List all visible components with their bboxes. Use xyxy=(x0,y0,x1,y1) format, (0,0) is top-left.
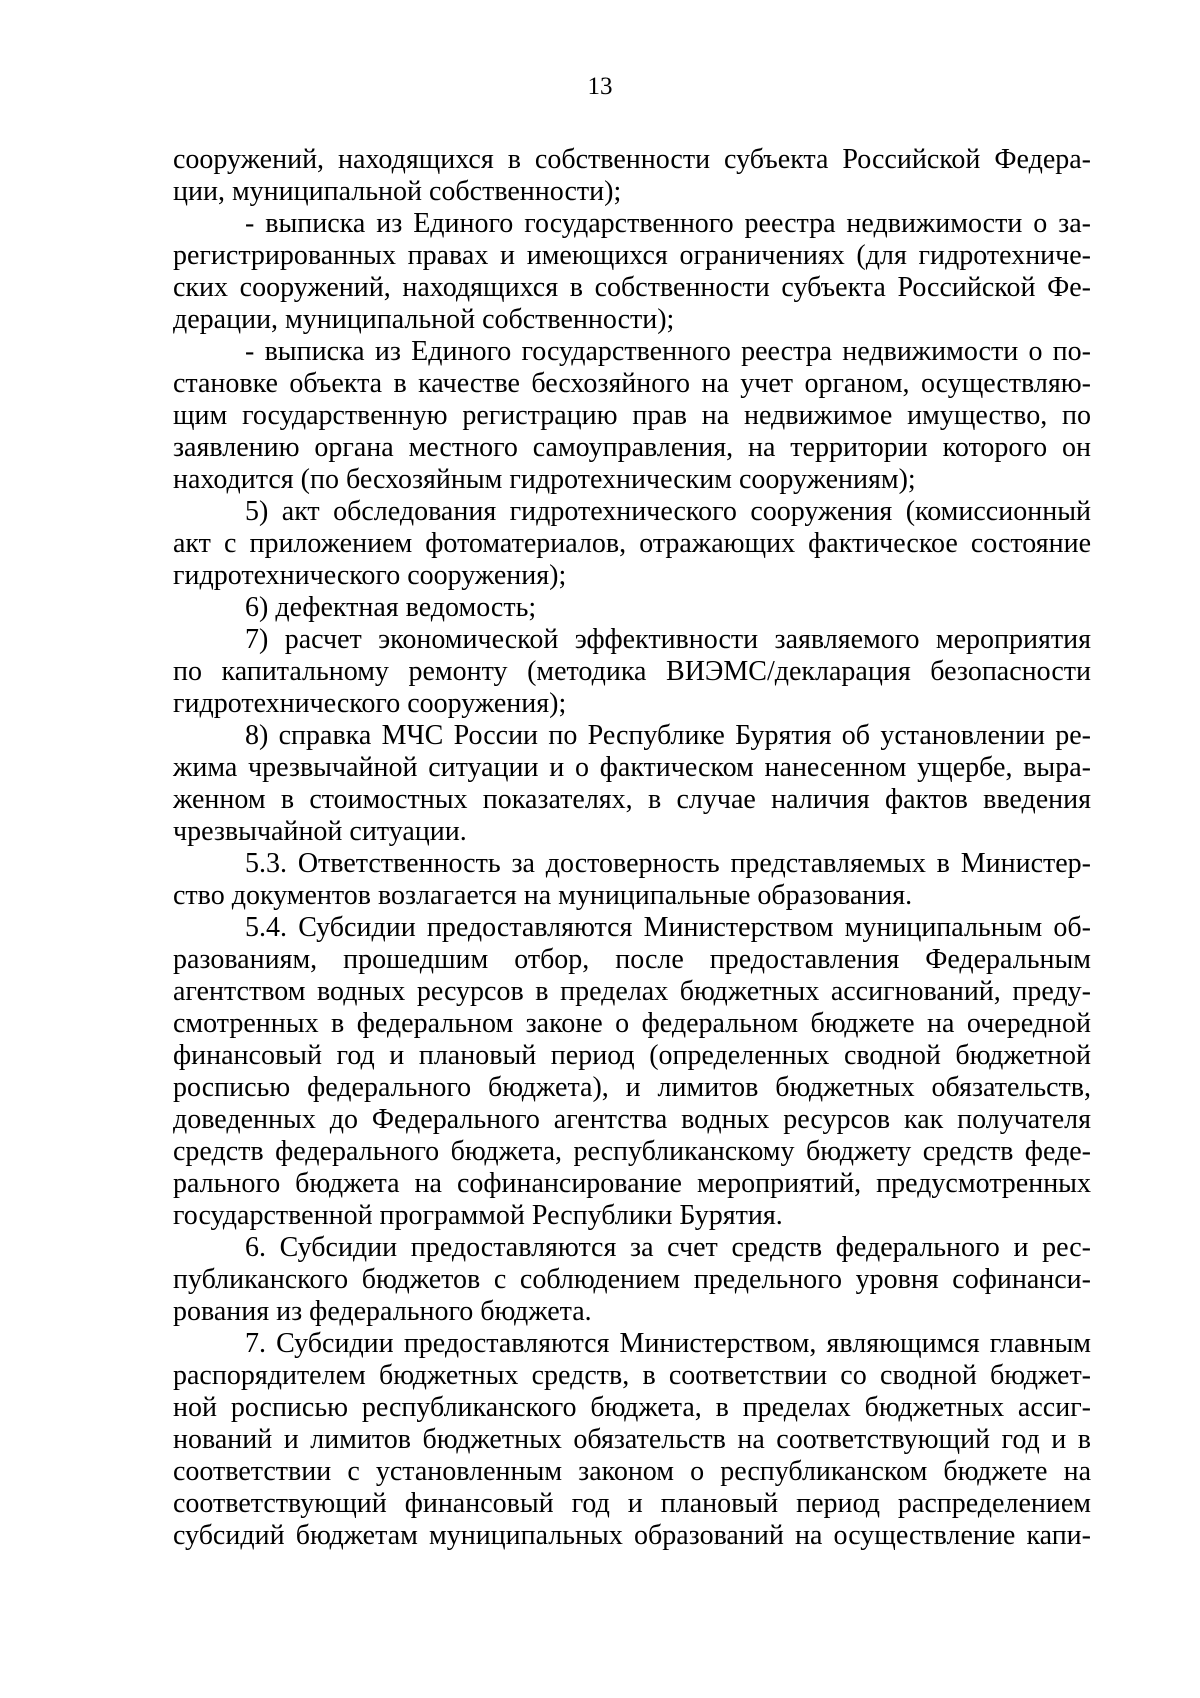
text-line: разованиям, прошедшим отбор, после предоставления Федеральным xyxy=(173,944,1091,975)
text-line: акт с приложением фотоматериалов, отражающих фактическое состояние xyxy=(173,528,1091,559)
text-line: гидротехнического сооружения); xyxy=(173,688,567,719)
text-line: ции, муниципальной собственности); xyxy=(173,176,622,207)
text-line: соответствующий финансовый год и плановый период распределением xyxy=(173,1488,1091,1519)
text-line: - выписка из Единого государственного реестра недвижимости о по- xyxy=(245,336,1091,367)
text-line: 6. Субсидии предоставляются за счет средств федерального и рес- xyxy=(245,1232,1091,1263)
text-line: средств федерального бюджета, республиканскому бюджету средств феде- xyxy=(173,1136,1091,1167)
text-line: ство документов возлагается на муниципальные образования. xyxy=(173,880,913,911)
text-line: 5.4. Субсидии предоставляются Министерством муниципальным об- xyxy=(245,912,1091,943)
text-line: жима чрезвычайной ситуации и о фактическом нанесенном ущербе, выра- xyxy=(173,752,1091,783)
text-line: становке объекта в качестве бесхозяйного на учет органом, осуществляю- xyxy=(173,368,1091,399)
text-line: 5) акт обследования гидротехнического сооружения (комиссионный xyxy=(245,496,1091,527)
text-line: 8) справка МЧС России по Республике Бурятия об установлении ре- xyxy=(245,720,1091,751)
text-line: соответствии с установленным законом о республиканском бюджете на xyxy=(173,1456,1091,1487)
text-line: росписью федерального бюджета), и лимитов бюджетных обязательств, xyxy=(173,1072,1091,1103)
text-line: заявлению органа местного самоуправления, на территории которого он xyxy=(173,432,1091,463)
text-line: щим государственную регистрацию прав на недвижимое имущество, по xyxy=(173,400,1091,431)
text-line: 7) расчет экономической эффективности заявляемого мероприятия xyxy=(245,624,1091,655)
text-line: 5.3. Ответственность за достоверность представляемых в Министер- xyxy=(245,848,1091,879)
text-line: доведенных до Федерального агентства водных ресурсов как получателя xyxy=(173,1104,1091,1135)
text-line: гидротехнического сооружения); xyxy=(173,560,567,591)
text-line: ной росписью республиканского бюджета, в пределах бюджетных ассиг- xyxy=(173,1392,1091,1423)
text-line: ских сооружений, находящихся в собственности субъекта Российской Фе- xyxy=(173,272,1091,303)
text-line: находится (по бесхозяйным гидротехническим сооружениям); xyxy=(173,464,916,495)
text-line: чрезвычайной ситуации. xyxy=(173,816,467,847)
text-line: агентством водных ресурсов в пределах бюджетных ассигнований, преду- xyxy=(173,976,1091,1007)
text-line: 6) дефектная ведомость; xyxy=(245,592,537,623)
text-line: сооружений, находящихся в собственности субъекта Российской Федера- xyxy=(173,144,1091,175)
text-line: нований и лимитов бюджетных обязательств на соответствующий год и в xyxy=(173,1424,1091,1455)
text-line: субсидий бюджетам муниципальных образований на осуществление капи- xyxy=(173,1520,1091,1551)
page-number: 13 xyxy=(587,73,613,100)
text-line: финансовый год и плановый период (определенных сводной бюджетной xyxy=(173,1040,1091,1071)
text-line: - выписка из Единого государственного реестра недвижимости о за- xyxy=(245,208,1091,239)
text-line: рования из федерального бюджета. xyxy=(173,1296,592,1327)
text-line: смотренных в федеральном законе о федеральном бюджете на очередной xyxy=(173,1008,1091,1039)
text-line: публиканского бюджетов с соблюдением предельного уровня софинанси- xyxy=(173,1264,1091,1295)
text-line: 7. Субсидии предоставляются Министерством, являющимся главным xyxy=(245,1328,1091,1359)
text-line: женном в стоимостных показателях, в случае наличия фактов введения xyxy=(173,784,1091,815)
text-line: дерации, муниципальной собственности); xyxy=(173,304,675,335)
text-line: распорядителем бюджетных средств, в соответствии со сводной бюджет- xyxy=(173,1360,1091,1391)
text-line: по капитальному ремонту (методика ВИЭМС/декларация безопасности xyxy=(173,656,1091,687)
text-line: регистрированных правах и имеющихся ограничениях (для гидротехниче- xyxy=(173,240,1091,271)
text-line: государственной программой Республики Бурятия. xyxy=(173,1200,783,1231)
text-line: рального бюджета на софинансирование мероприятий, предусмотренных xyxy=(173,1168,1091,1199)
